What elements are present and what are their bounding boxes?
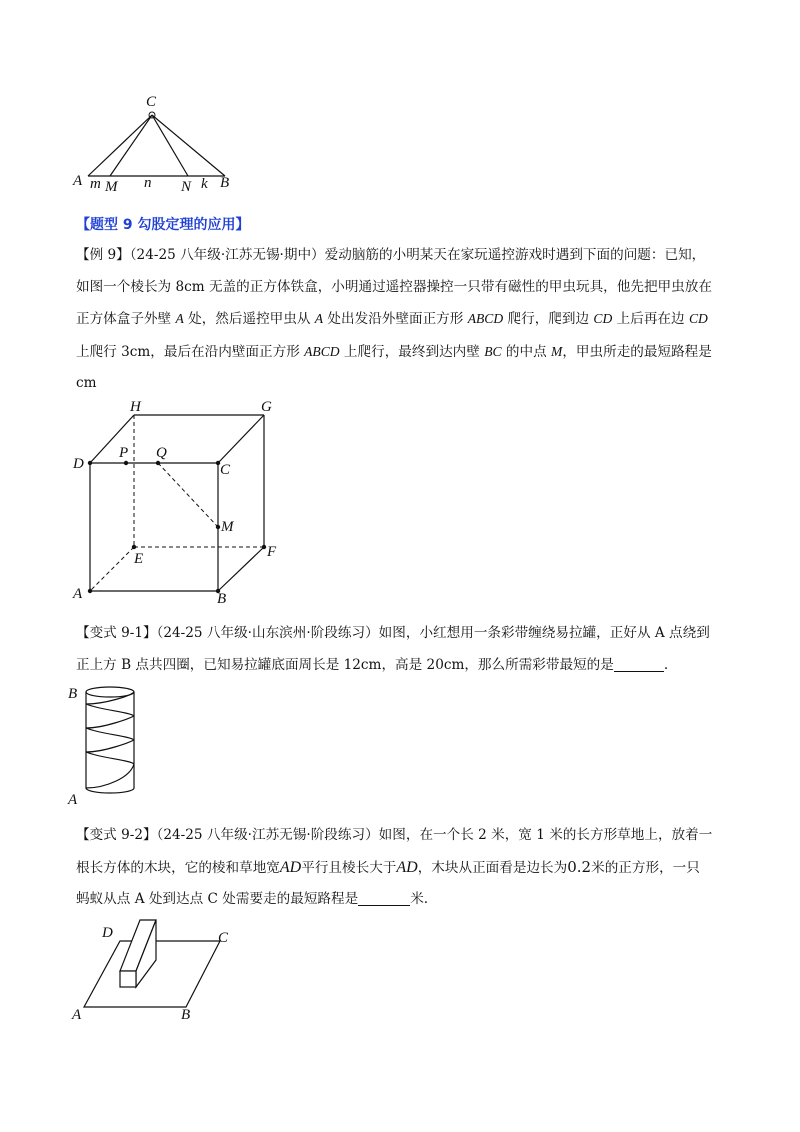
label-E: E — [134, 551, 144, 567]
segment-cm — [110, 115, 152, 176]
cube-diagram — [60, 395, 300, 610]
path-qm — [158, 463, 218, 527]
example-9-line-4: 上爬行 3cm，最后在沿内壁面正方形 ABCD 上爬行，最终到达内壁 BC 的中点 M，甲虫所走的最短路程是 — [76, 343, 712, 360]
label-B: B — [220, 175, 230, 191]
label-Q: Q — [156, 445, 167, 461]
point-F — [262, 545, 266, 549]
example-9-line-3: 正方体盒子外壁 A 处，然后遥控甲虫从 A 处出发沿外壁面正方形 ABCD 爬行，爬到边 CD 上后再在边 CD — [76, 311, 708, 327]
example-9-source: （24-25 八年级·江苏无锡·期中） — [129, 247, 325, 263]
label-k: k — [201, 176, 208, 192]
cylinder-figure — [60, 680, 170, 810]
section-heading: 【题型 9 勾股定理的应用】 — [76, 217, 250, 233]
variant-9-1-line-1: 【变式 9-1】（24-25 八年级·山东滨州·阶段练习）如图，小红想用一条彩带缠绕易拉罐，正好从 A 点绕到 — [76, 625, 710, 641]
variant-9-2-source: （24-25 八年级·江苏无锡·阶段练习） — [156, 827, 379, 843]
label-B: B — [217, 591, 227, 607]
answer-blank — [358, 889, 410, 906]
cylinder-bottom — [86, 788, 134, 793]
label-F: F — [267, 544, 277, 560]
label-C: C — [218, 930, 229, 946]
example-9-text — [76, 240, 726, 400]
label-n: n — [144, 175, 152, 191]
example-9-line-5: cm — [76, 375, 97, 391]
label-A: A — [68, 792, 78, 808]
triangle-diagram — [60, 90, 250, 200]
variant-9-2-tag: 【变式 9-2】 — [76, 827, 157, 843]
label-M: M — [221, 519, 234, 535]
cube-figure — [60, 395, 300, 610]
block-front — [120, 971, 136, 987]
label-m: m — [90, 176, 101, 192]
segment-cn — [152, 115, 188, 176]
edge-bf — [218, 547, 264, 591]
label-N: N — [181, 179, 192, 195]
variant-9-1-line-2: 正上方 B 点共四圈，已知易拉罐底面周长是 12cm，高是 20cm，那么所需彩带最短的是 . — [76, 656, 669, 673]
point-E — [132, 545, 136, 549]
edge-cg — [218, 415, 264, 463]
variant-9-1-source: （24-25 八年级·山东滨州·阶段练习） — [156, 625, 379, 641]
point-D — [88, 461, 92, 465]
label-D: D — [73, 456, 84, 472]
label-H: H — [130, 399, 141, 415]
label-C: C — [220, 462, 231, 478]
variant-9-2-line-1: 【变式 9-2】（24-25 八年级·江苏无锡·阶段练习）如图，在一个长 2 米，宽 1 米的长方形草地上，放着一 — [76, 827, 713, 843]
example-9-tag: 【例 9】 — [76, 247, 130, 263]
label-D: D — [102, 925, 113, 941]
label-C: C — [146, 94, 157, 110]
label-M: M — [105, 179, 118, 195]
hidden-edge-ea — [90, 547, 134, 591]
example-9-line-1: 【例 9】（24-25 八年级·江苏无锡·期中）爱动脑筋的小明某天在家玩遥控游戏时遇到下面的问题：已知， — [76, 247, 706, 263]
variant-9-1-tag: 【变式 9-1】 — [76, 625, 157, 641]
triangle-figure — [60, 90, 250, 200]
segment-bc — [152, 115, 225, 176]
label-B: B — [181, 1007, 191, 1023]
label-A: A — [72, 1007, 82, 1023]
variant-9-2-line-3: 蚂蚁从点 A 处到达点 C 处需要走的最短路程是 米. — [76, 891, 429, 907]
answer-blank — [614, 655, 664, 672]
variant-9-2-text — [76, 820, 726, 916]
variant-9-1-text — [76, 618, 726, 681]
point-P — [124, 461, 128, 465]
label-B: B — [68, 686, 78, 702]
label-A: A — [73, 173, 83, 189]
field-diagram — [60, 915, 240, 1030]
field-figure — [60, 915, 240, 1030]
segment-ac — [88, 115, 152, 176]
ribbon-spiral — [86, 692, 134, 788]
point-A — [88, 589, 92, 593]
label-P: P — [119, 445, 129, 461]
label-G: G — [261, 399, 272, 415]
cylinder-diagram — [60, 680, 170, 810]
point-Q — [156, 461, 160, 465]
example-9-line-2: 如图一个棱长为 8cm 无盖的正方体铁盒，小明通过遥控器操控一只带有磁性的甲虫玩具，他先把甲虫放在 — [76, 278, 712, 295]
point-M — [216, 525, 220, 529]
variant-9-2-line-2: 根长方体的木块，它的棱和草地宽AD平行且棱长大于AD，木块从正面看是边长为0.2米的正方形，一只 — [76, 857, 700, 876]
label-A: A — [73, 586, 83, 602]
